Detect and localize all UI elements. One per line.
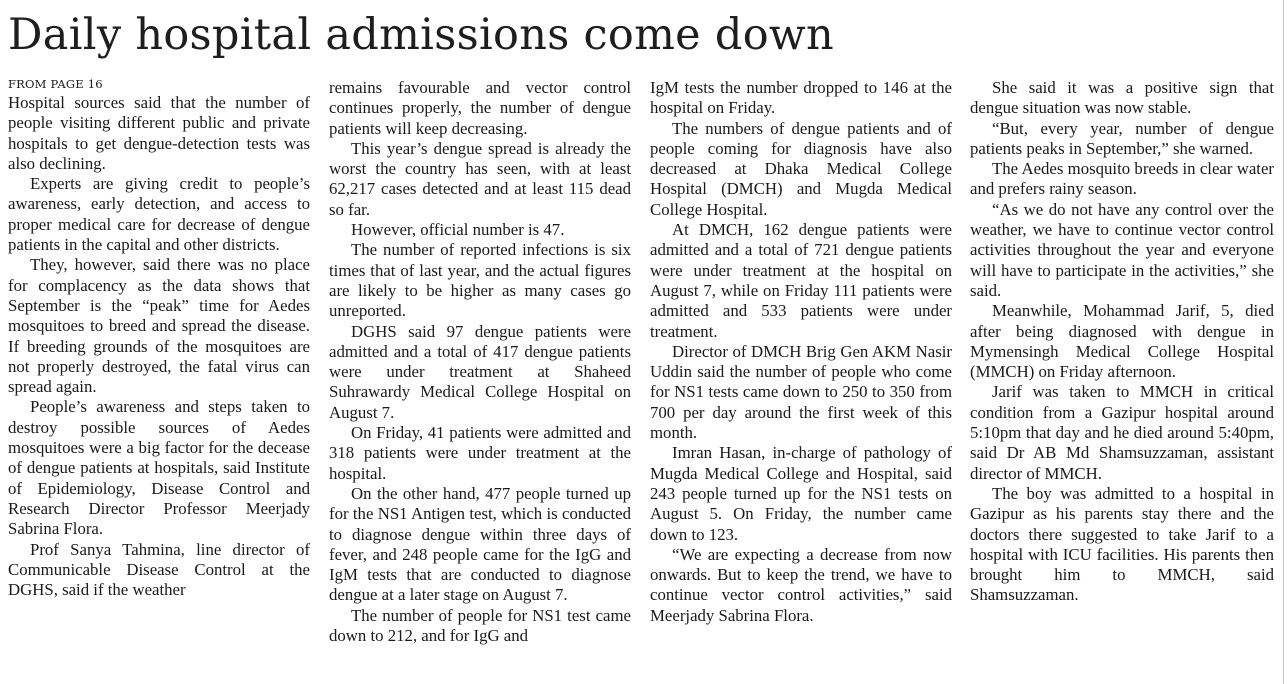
paragraph: DGHS said 97 dengue patients were admitted and a total of 417 dengue patients were under treatment at Shaheed Suhrawardy Medical College Hospital on August 7.	[329, 321, 631, 422]
paragraph: The Aedes mosquito breeds in clear water and prefers rainy season.	[970, 159, 1274, 199]
paragraph: “We are expecting a decrease from now onwards. But to keep the trend, we have to continue vector control activities,” said Meerjady Sabrina Flora.	[650, 544, 952, 625]
paragraph: They, however, said there was no place for complacency as the data shows that September is the “peak” time for Aedes mosquitoes to breed and spread the disease. If breeding grounds of the mosquitoes are not properly destroyed, the fatal virus can spread again.	[8, 255, 310, 397]
headline: Daily hospital admissions come down	[8, 10, 835, 60]
paragraph: remains favourable and vector control continues properly, the number of dengue patients will keep decreasing.	[329, 78, 631, 138]
paragraph: “As we do not have any control over the weather, we have to continue vector control activities throughout the year and everyone will have to participate in the activities,” she said.	[970, 199, 1274, 300]
paragraph: The number of people for NS1 test came down to 212, and for IgG and	[329, 605, 631, 646]
paragraph: The numbers of dengue patients and of people coming for diagnosis have also decreased at Dhaka Medical College Hospital (DMCH) and Mugda Medical College Hospital.	[650, 118, 952, 219]
paragraph: Experts are giving credit to people’s awareness, early detection, and access to proper medical care for decrease of dengue patients in the capital and other districts.	[8, 174, 310, 255]
paragraph: However, official number is 47.	[351, 220, 565, 240]
paragraph: Director of DMCH Brig Gen AKM Nasir Uddin said the number of people who come for NS1 tests came down to 250 to 350 from 700 per day around the first week of this month.	[650, 341, 952, 443]
paragraph: On the other hand, 477 people turned up for the NS1 Antigen test, which is conducted to diagnose dengue within three days of fever, and 248 people came for the IgG and IgM tests that are conducted to diagnose dengue at a later stage on August 7.	[329, 483, 631, 605]
article-column-3	[650, 78, 952, 678]
paragraph: Hospital sources said that the number of people visiting different public and private hospitals to get dengue-detection tests was also declining.	[8, 93, 310, 173]
paragraph: The boy was admitted to a hospital in Gazipur as his parents stay there and the doctors there suggested to take Jarif to a hospital with ICU facilities. His parents then brought him to MMCH, said Shamsuzzaman.	[970, 483, 1274, 605]
paragraph: The number of reported infections is six times that of last year, and the actual figures are likely to be higher as many cases go unreported.	[329, 240, 631, 321]
article-column-4	[970, 78, 1274, 678]
continued-from-label: FROM PAGE 16	[8, 78, 103, 91]
article-column-2	[329, 78, 631, 678]
paragraph: Prof Sanya Tahmina, line director of Communicable Disease Control at the DGHS, said if the weather	[8, 539, 310, 600]
paragraph: Meanwhile, Mohammad Jarif, 5, died after being diagnosed with dengue in Mymensingh Medical College Hospital (MMCH) on Friday afternoon.	[970, 301, 1274, 382]
paragraph: Jarif was taken to MMCH in critical condition from a Gazipur hospital around 5:10pm that day and he died around 5:40pm, said Dr AB Md Shamsuzzaman, assistant director of MMCH.	[970, 382, 1274, 483]
paragraph: People’s awareness and steps taken to destroy possible sources of Aedes mosquitoes were a big factor for the decease of dengue patients at hospitals, said Institute of Epidemiology, Disease Control and Research Director Professor Meerjady Sabrina Flora.	[8, 397, 310, 539]
paragraph: Imran Hasan, in-charge of pathology of Mugda Medical College and Hospital, said 243 people turned up for the NS1 tests on August 5. On Friday, the number came down to 123.	[650, 443, 952, 544]
paragraph: She said it was a positive sign that dengue situation was now stable.	[970, 78, 1274, 118]
paragraph: IgM tests the number dropped to 146 at the hospital on Friday.	[650, 78, 952, 118]
paragraph: “But, every year, number of dengue patients peaks in September,” she warned.	[970, 118, 1274, 158]
paragraph: On Friday, 41 patients were admitted and 318 patients were under treatment at the hospital.	[329, 423, 631, 483]
clipping-edge-line	[1283, 0, 1284, 684]
article-column-1	[8, 78, 310, 678]
paragraph: This year’s dengue spread is already the worst the country has seen, with at least 62,217 cases detected and at least 115 dead so far.	[329, 138, 631, 219]
paragraph: At DMCH, 162 dengue patients were admitted and a total of 721 dengue patients were under treatment at the hospital on August 7, while on Friday 111 patients were admitted and 533 patients were under treatment.	[650, 220, 952, 341]
